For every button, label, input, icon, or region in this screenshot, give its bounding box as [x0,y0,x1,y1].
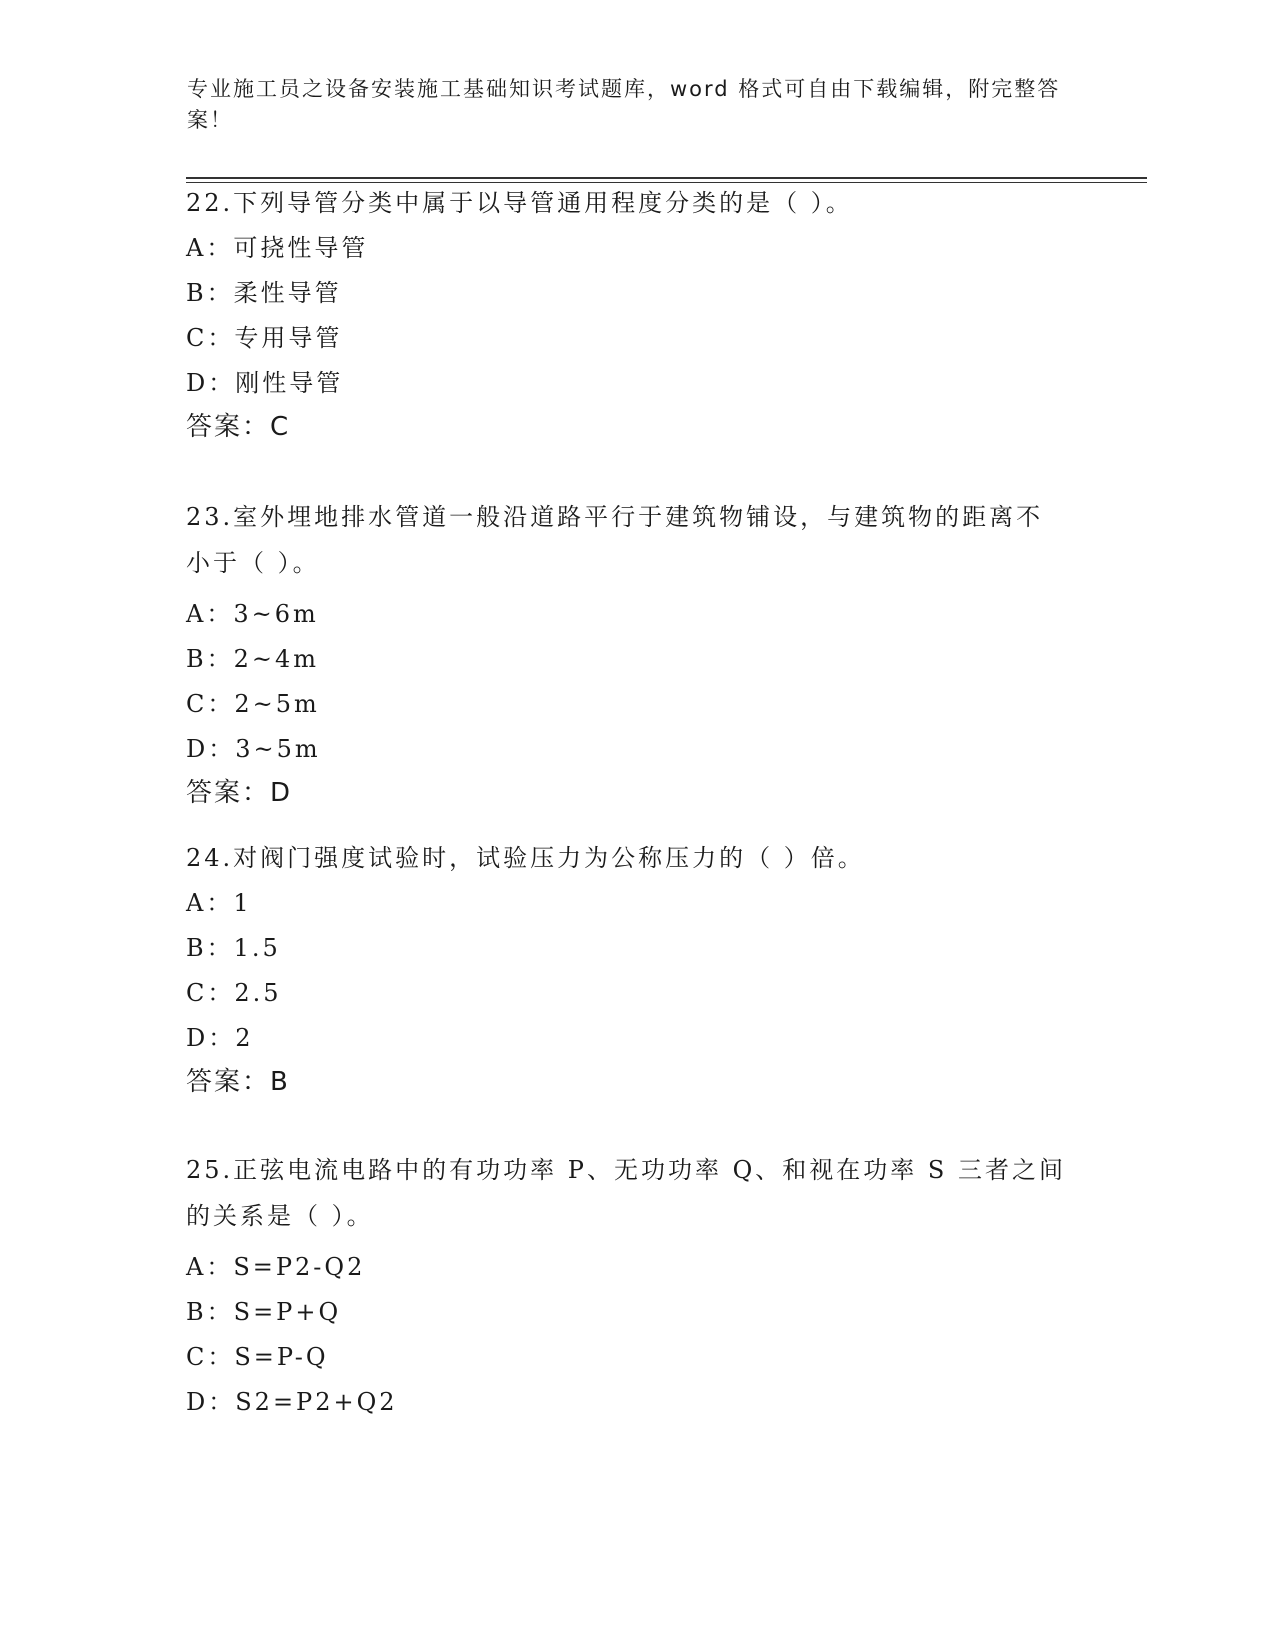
question-24 [186,843,1086,1097]
answer: 答案：D [186,778,293,808]
option-b: B：柔性导管 [186,279,342,307]
answer: 答案：B [186,1067,290,1097]
question-22 [186,188,1086,442]
option-c: C：2~5m [186,690,320,718]
answer: 答案：C [186,412,291,442]
question-25 [186,1147,1086,1417]
option-c: C：专用导管 [186,324,343,352]
option-d: D：S2=P2+Q2 [186,1388,398,1416]
document-header: 专业施工员之设备安装施工基础知识考试题库，word 格式可自由下载编辑，附完整答案！ [187,77,1061,132]
option-d: D：刚性导管 [186,369,344,397]
option-b: B：S=P+Q [186,1298,342,1326]
question-stem: 22.下列导管分类中属于以导管通用程度分类的是（ ）。 [186,189,853,217]
question-stem: 23.室外埋地排水管道一般沿道路平行于建筑物铺设，与建筑物的距离不小于（ ）。 [186,503,1044,577]
question-stem: 24.对阀门强度试验时，试验压力为公称压力的（ ）倍。 [186,844,865,872]
option-a: A：1 [186,889,252,917]
question-stem: 25.正弦电流电路中的有功功率 P、无功功率 Q、和视在功率 S 三者之间的关系是（ ）。 [186,1156,1066,1230]
option-b: B：2~4m [186,645,320,673]
option-d: D：2 [186,1024,254,1052]
option-a: A：3~6m [186,600,319,628]
option-a: A：可挠性导管 [186,234,369,262]
option-c: C：2.5 [186,979,282,1007]
header-rule-thin [186,182,1147,183]
header-rule-thick [186,177,1147,179]
option-d: D：3~5m [186,735,321,763]
question-23 [186,494,1086,808]
option-b: B：1.5 [186,934,281,962]
option-a: A：S=P2-Q2 [186,1253,366,1281]
option-c: C：S=P-Q [186,1343,329,1371]
